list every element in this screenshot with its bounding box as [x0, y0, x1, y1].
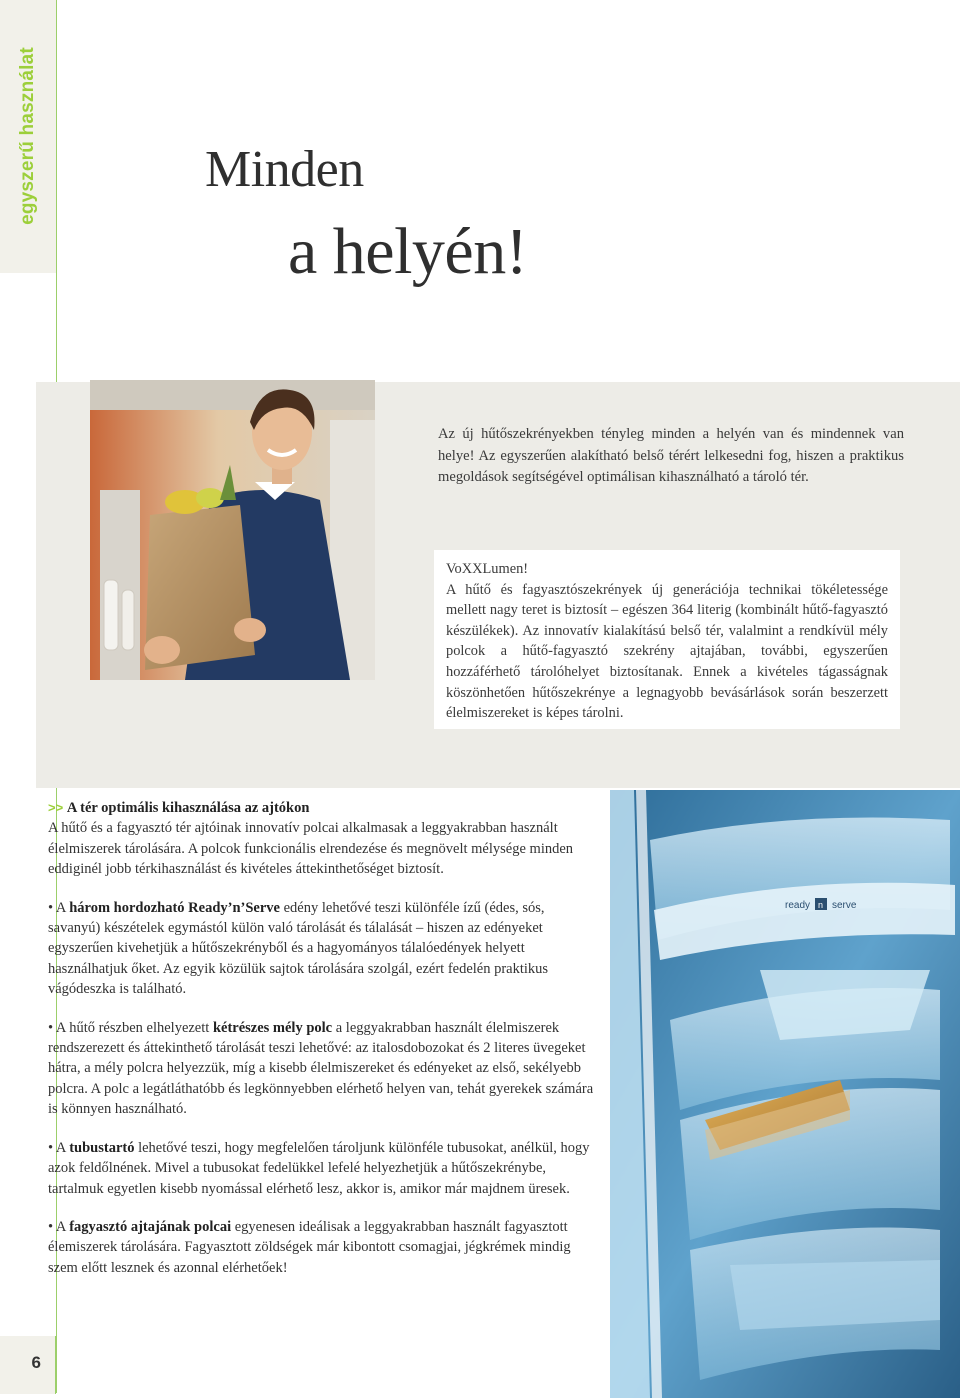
- bullet-text-post: lehetővé teszi, hogy megfelelően tároljunk különféle tubusokat, anélkül, hogy azok feldőlnének. Mivel a tubusokat fedelükkel lefelé helyezhetjük a hűtőszekrénybe, tartalmuk egyetlen kisebb nyomással elérhető lesz, akkor is, amikor már majdnem üresek.: [48, 1139, 590, 1197]
- bullet-mark: •: [48, 1139, 56, 1156]
- section-heading: A tér optimális kihasználása az ajtókon: [66, 800, 310, 816]
- section-text: A hűtő és a fagyasztó tér ajtóinak innovatív polcai alkalmasak a leggyakrabban használt élelmiszerek tárolására. A polcok funkcionális elrendezése és megnövelt mélysége minden eddiginél jobb térkihasználást és kivételes áttekinthetőséget biztosít.: [48, 820, 574, 878]
- man-with-groceries-photo: [90, 380, 375, 680]
- voxxlumen-box: [434, 550, 900, 729]
- fridge-door-photo: [610, 790, 960, 1398]
- bullet-bold: tubustartó: [69, 1139, 135, 1156]
- bullet-text-post: edény lehetővé teszi különféle ízű (édes, sós, savanyú) készételek egymástól külön való tárolását és tálalását – hiszen az edényeket egyszerűen kivehetjük a hűtőszekrényből és a hagyományos tálalóedények helyett használhatjuk őket. Az egyik közülük sajtok tárolására szolgál, ezért fedelén praktikus vágódeszka is található.: [48, 899, 549, 998]
- bullet-bold: három hordozható Ready’n’Serve: [69, 899, 280, 916]
- section-tab: [0, 0, 57, 273]
- body-column: [48, 798, 594, 1296]
- bullet-text-pre: A: [55, 1218, 70, 1235]
- section-arrows: >>: [48, 800, 64, 815]
- bullet-mark: •: [48, 899, 56, 916]
- page-title-line-1: Minden: [205, 141, 364, 198]
- fridge-label-ready: ready: [785, 900, 811, 911]
- page-title-line-2: a helyén!: [288, 215, 528, 288]
- bullet-ready-n-serve: [48, 898, 594, 1000]
- bullet-freezer-door: [48, 1217, 594, 1278]
- bullet-text-pre: A: [55, 899, 70, 916]
- bullet-tube-holder: [48, 1138, 594, 1199]
- bullet-text-post: a leggyakrabban használt élelmiszerek rendszerezett és áttekinthető tárolását teszi lehetővé: az italosdobozokat és 2 literes üvegeket hátra, a mély polcra helyezzük, míg a kisebb élelmiszereket és edényeket az első, sekélyebb polcra. A polc a legátláthatóbb és legkönnyebben elérhető helyen van, tehát gyerekek számára is könnyen használható.: [48, 1019, 594, 1118]
- voxxlumen-text: A hűtő és fagyasztószekrények új generációja technikai tökéletessége mellett nagy teret is biztosít – egészen 364 literig (kombinált hűtő-fagyasztó készülékek). Az innovatív kialakítású belső tér, valalmint a rendkívül mély polcok a hűtő-fagyasztó szekrény ajtajában, további, egyszerűen hozzáférhető tárolóhelyet biztosítanak. Ennek a kivételes tágasságnak köszönhetően hűtőszekrénye a legnagyobb bevásárlások során beszerzett élelmiszereket is képes tárolni.: [446, 581, 888, 722]
- bullet-text-pre: A: [55, 1139, 70, 1156]
- bullet-bold: kétrészes mély polc: [212, 1019, 333, 1036]
- fridge-label-n: n: [818, 900, 824, 910]
- page-number: 6: [0, 1336, 56, 1394]
- bullet-mark: •: [48, 1019, 56, 1036]
- bullet-bold: fagyasztó ajtajának polcai: [69, 1218, 232, 1235]
- intro-paragraph: Az új hűtőszekrényekben tényleg minden a helyén van és mindennek van helye! Az egyszerűen alakítható belső térért lelkesedni fog, hiszen a praktikus megoldások segítségével optimálisan kihasználható a tároló tér.: [438, 426, 904, 485]
- bullet-text-post: egyenesen ideálisak a leggyakrabban használt fagyasztott élemiszerek tárolására. Fagyasztott zöldségek már kibontott csomagjai, jégkrémek mindig szem előtt lesznek és azonnal elérhetőek!: [48, 1218, 571, 1276]
- section-tab-label: egyszerű használat: [17, 47, 38, 225]
- bullet-deep-shelf: [48, 1018, 594, 1120]
- fridge-label-serve: serve: [832, 900, 857, 911]
- voxxlumen-heading: VoXXLumen!: [446, 561, 529, 577]
- door-space-section: [48, 798, 594, 880]
- bullet-mark: •: [48, 1218, 56, 1235]
- bullet-text-pre: A hűtő részben elhelyezett: [55, 1019, 213, 1036]
